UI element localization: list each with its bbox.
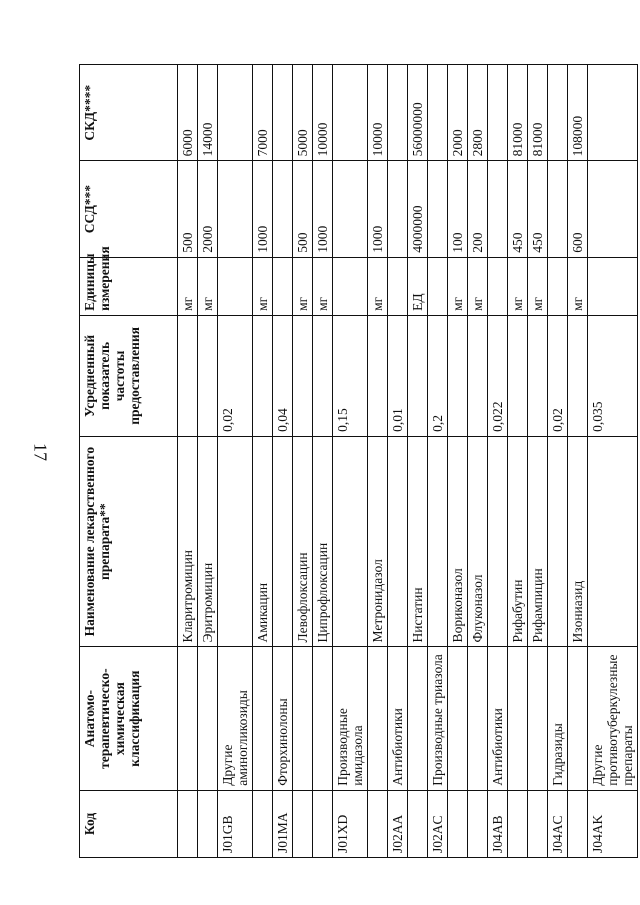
table-row [448, 65, 468, 858]
header-ssd: ССД*** [80, 161, 178, 257]
cell-unit: мг [293, 257, 313, 315]
cell-skd: 81000 [528, 65, 548, 161]
cell-classification: Антибиотики [388, 647, 408, 790]
header-classification: Анатомо-терапевтическо-химическая классификация [80, 647, 178, 790]
cell-frequency [408, 315, 428, 436]
cell-frequency [293, 315, 313, 436]
cell-classification [568, 647, 588, 790]
cell-frequency: 0,15 [333, 315, 368, 436]
drug-table-rotated [79, 64, 635, 858]
cell-unit: ЕД [408, 257, 428, 315]
cell-frequency: 0,02 [218, 315, 253, 436]
cell-unit: мг [448, 257, 468, 315]
cell-ssd [333, 161, 368, 257]
cell-drug-name: Вориконазол [448, 436, 468, 647]
cell-classification: Гидразиды [548, 647, 568, 790]
cell-code: J04AK [588, 790, 638, 857]
cell-classification [468, 647, 488, 790]
cell-code: J01GB [218, 790, 253, 857]
cell-unit: мг [528, 257, 548, 315]
cell-skd [548, 65, 568, 161]
cell-ssd: 4000000 [408, 161, 428, 257]
cell-code: J02AC [428, 790, 448, 857]
table-row [273, 65, 293, 858]
cell-classification [368, 647, 388, 790]
cell-unit: мг [198, 257, 218, 315]
cell-unit [273, 257, 293, 315]
table-row [178, 65, 198, 858]
table-row [568, 65, 588, 858]
cell-drug-name: Рифампицин [528, 436, 548, 647]
cell-ssd: 600 [568, 161, 588, 257]
cell-code [313, 790, 333, 857]
cell-classification: Антибиотики [488, 647, 508, 790]
cell-code [368, 790, 388, 857]
cell-frequency [253, 315, 273, 436]
table-row [198, 65, 218, 858]
cell-unit: мг [468, 257, 488, 315]
cell-classification: Другие аминогликозиды [218, 647, 253, 790]
cell-ssd: 1000 [368, 161, 388, 257]
table-row [313, 65, 333, 858]
table-row [253, 65, 273, 858]
cell-drug-name [218, 436, 253, 647]
cell-drug-name: Изониазид [568, 436, 588, 647]
cell-code [568, 790, 588, 857]
cell-skd [588, 65, 638, 161]
cell-code: J01MA [273, 790, 293, 857]
cell-skd [333, 65, 368, 161]
cell-frequency [468, 315, 488, 436]
table-row [428, 65, 448, 858]
cell-ssd: 2000 [198, 161, 218, 257]
cell-unit [428, 257, 448, 315]
table-row [218, 65, 253, 858]
header-unit: Единицы измерения [80, 257, 178, 315]
cell-skd [273, 65, 293, 161]
cell-classification: Фторхинолоны [273, 647, 293, 790]
cell-drug-name: Амикацин [253, 436, 273, 647]
cell-code [198, 790, 218, 857]
cell-drug-name: Рифабутин [508, 436, 528, 647]
cell-ssd: 450 [528, 161, 548, 257]
cell-ssd: 500 [178, 161, 198, 257]
cell-drug-name: Нистатин [408, 436, 428, 647]
cell-skd: 6000 [178, 65, 198, 161]
cell-skd: 7000 [253, 65, 273, 161]
table-row [508, 65, 528, 858]
cell-frequency: 0,2 [428, 315, 448, 436]
table-row [588, 65, 638, 858]
cell-drug-name: Флуконазол [468, 436, 488, 647]
cell-code: J02AA [388, 790, 408, 857]
header-code: Код [80, 790, 178, 857]
cell-code [253, 790, 273, 857]
header-skd: СКД**** [80, 65, 178, 161]
page-number-text: 17 [30, 443, 51, 461]
cell-ssd: 100 [448, 161, 468, 257]
cell-drug-name [488, 436, 508, 647]
cell-classification [528, 647, 548, 790]
table-row [293, 65, 313, 858]
cell-unit [488, 257, 508, 315]
cell-drug-name: Левофлоксацин [293, 436, 313, 647]
cell-unit: мг [568, 257, 588, 315]
cell-skd: 81000 [508, 65, 528, 161]
cell-code [468, 790, 488, 857]
cell-classification [178, 647, 198, 790]
cell-code [293, 790, 313, 857]
cell-classification: Производные триазола [428, 647, 448, 790]
cell-classification: Другие противотуберкулезные препараты [588, 647, 638, 790]
header-drug-name: Наименование лекарственного препарата** [80, 436, 178, 647]
cell-ssd: 450 [508, 161, 528, 257]
cell-classification [448, 647, 468, 790]
cell-unit: мг [508, 257, 528, 315]
cell-classification [313, 647, 333, 790]
table-row [468, 65, 488, 858]
cell-code: J04AC [548, 790, 568, 857]
cell-skd [388, 65, 408, 161]
cell-drug-name [428, 436, 448, 647]
cell-code: J04AB [488, 790, 508, 857]
cell-drug-name: Эритромицин [198, 436, 218, 647]
cell-unit [218, 257, 253, 315]
table-row [548, 65, 568, 858]
cell-code [528, 790, 548, 857]
cell-unit [333, 257, 368, 315]
cell-skd: 56000000 [408, 65, 428, 161]
cell-drug-name: Кларитромицин [178, 436, 198, 647]
cell-frequency: 0,04 [273, 315, 293, 436]
cell-classification [253, 647, 273, 790]
cell-classification: Производные имидазола [333, 647, 368, 790]
cell-skd [428, 65, 448, 161]
cell-skd: 2000 [448, 65, 468, 161]
cell-drug-name [548, 436, 568, 647]
cell-drug-name [273, 436, 293, 647]
cell-drug-name [588, 436, 638, 647]
cell-frequency [448, 315, 468, 436]
drug-table [79, 64, 638, 858]
cell-classification [508, 647, 528, 790]
cell-frequency: 0,02 [548, 315, 568, 436]
cell-ssd: 1000 [253, 161, 273, 257]
cell-skd: 108000 [568, 65, 588, 161]
cell-frequency [313, 315, 333, 436]
cell-drug-name [333, 436, 368, 647]
cell-ssd: 200 [468, 161, 488, 257]
cell-skd [488, 65, 508, 161]
table-row [333, 65, 368, 858]
cell-ssd [428, 161, 448, 257]
cell-ssd [548, 161, 568, 257]
cell-code [508, 790, 528, 857]
cell-frequency [568, 315, 588, 436]
cell-skd: 10000 [313, 65, 333, 161]
cell-unit [548, 257, 568, 315]
cell-code [448, 790, 468, 857]
cell-code: J01XD [333, 790, 368, 857]
cell-unit: мг [368, 257, 388, 315]
table-row [368, 65, 388, 858]
cell-frequency: 0,035 [588, 315, 638, 436]
cell-frequency [178, 315, 198, 436]
cell-frequency [528, 315, 548, 436]
cell-ssd [388, 161, 408, 257]
cell-drug-name: Метронидазол [368, 436, 388, 647]
cell-drug-name: Ципрофлоксацин [313, 436, 333, 647]
cell-ssd: 1000 [313, 161, 333, 257]
table-row [408, 65, 428, 858]
cell-unit: мг [313, 257, 333, 315]
cell-classification [293, 647, 313, 790]
table-header-row [80, 65, 178, 858]
cell-ssd [218, 161, 253, 257]
cell-skd: 10000 [368, 65, 388, 161]
cell-unit [388, 257, 408, 315]
table-row [488, 65, 508, 858]
cell-code [178, 790, 198, 857]
cell-skd: 5000 [293, 65, 313, 161]
cell-ssd: 500 [293, 161, 313, 257]
table-row [528, 65, 548, 858]
cell-drug-name [388, 436, 408, 647]
cell-skd: 14000 [198, 65, 218, 161]
cell-classification [198, 647, 218, 790]
cell-frequency: 0,022 [488, 315, 508, 436]
cell-frequency: 0,01 [388, 315, 408, 436]
cell-unit [588, 257, 638, 315]
cell-frequency [508, 315, 528, 436]
cell-ssd [488, 161, 508, 257]
table-row [388, 65, 408, 858]
cell-unit: мг [253, 257, 273, 315]
cell-code [408, 790, 428, 857]
cell-frequency [368, 315, 388, 436]
cell-classification [408, 647, 428, 790]
cell-ssd [273, 161, 293, 257]
header-frequency: Усредненный показатель частоты предоставления [80, 315, 178, 436]
cell-skd: 2800 [468, 65, 488, 161]
cell-frequency [198, 315, 218, 436]
cell-ssd [588, 161, 638, 257]
cell-skd [218, 65, 253, 161]
cell-unit: мг [178, 257, 198, 315]
